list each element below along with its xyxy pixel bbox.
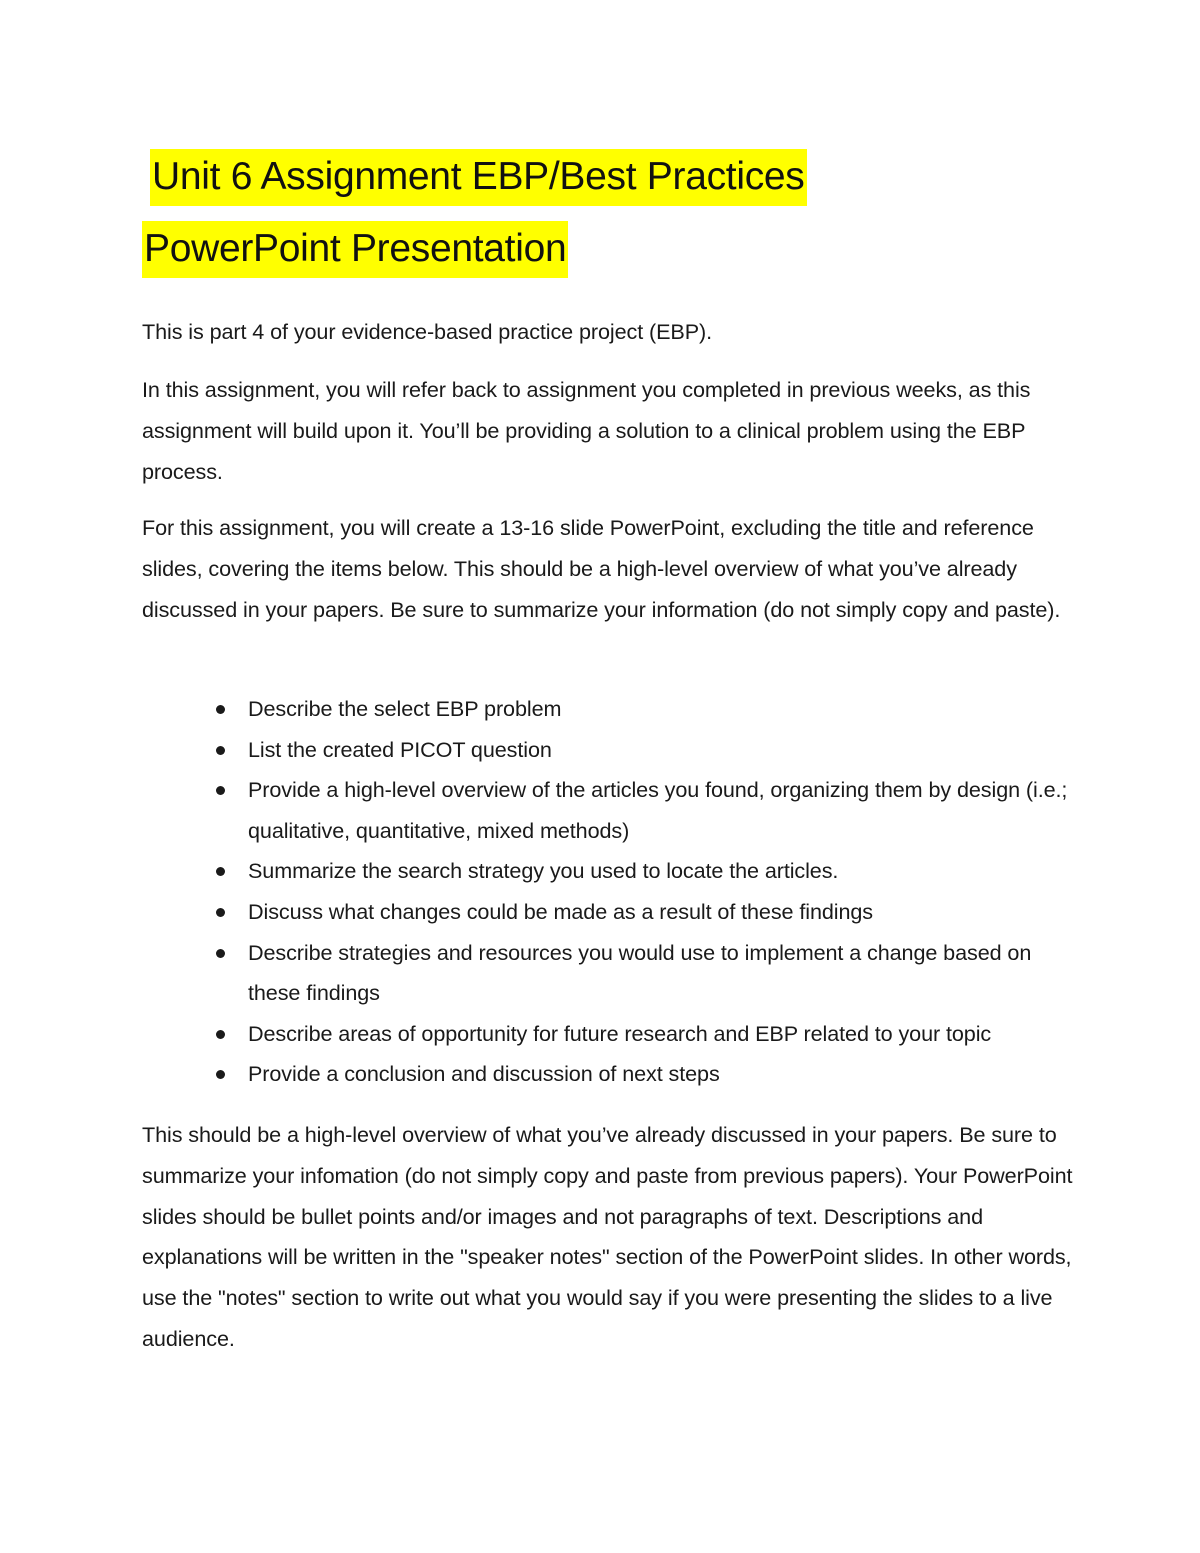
- list-item-text: Describe strategies and resources you would use to implement a change based on these findings: [248, 939, 1032, 1006]
- list-item-text: Discuss what changes could be made as a result of these findings: [248, 898, 873, 924]
- list-item: [248, 851, 1078, 892]
- list-item-text: Provide a conclusion and discussion of next steps: [248, 1061, 720, 1087]
- list-item: [248, 1054, 1078, 1095]
- requirements-list: [248, 689, 1078, 1095]
- bullet-icon: [216, 949, 225, 958]
- instructions-paragraph: For this assignment, you will create a 13-16 slide PowerPoint, excluding the title and reference slides, covering the items below. This should be a high-level overview of what you’ve already discussed in your papers. Be sure to summarize your information (do not simply copy and paste).: [142, 515, 1061, 622]
- title-highlight-1: Unit 6 Assignment EBP/Best Practices: [150, 149, 807, 206]
- bullet-icon: [216, 1030, 225, 1039]
- list-item-text: Describe the select EBP problem: [248, 696, 562, 721]
- list-item: [248, 1014, 1078, 1055]
- list-item-text: Summarize the search strategy you used to locate the articles.: [248, 858, 839, 884]
- bullet-icon: [216, 786, 225, 795]
- list-item-text: Describe areas of opportunity for future research and EBP related to your topic: [248, 1020, 992, 1046]
- bullet-icon: [216, 908, 225, 917]
- list-item: [248, 689, 1078, 730]
- bullet-icon: [216, 1070, 225, 1079]
- list-item-text: Provide a high-level overview of the articles you found, organizing them by design (i.e.; qualitative, quantitative, mixed methods): [248, 777, 1068, 843]
- title-highlight-2: PowerPoint Presentation: [142, 221, 568, 278]
- list-item: [248, 892, 1078, 933]
- list-item: [248, 770, 1078, 851]
- list-item: [248, 933, 1078, 1014]
- intro-paragraph: This is part 4 of your evidence-based practice project (EBP).: [142, 319, 712, 344]
- list-item: [248, 730, 1078, 771]
- document-title-line-2: [142, 229, 568, 268]
- document-title-line-1: [150, 157, 807, 196]
- assignment-context-paragraph: In this assignment, you will refer back to assignment you completed in previous weeks, as this assignment will build upon it. You’ll be providing a solution to a clinical problem using the EBP process.: [142, 377, 1031, 484]
- summary-paragraph: This should be a high-level overview of what you’ve already discussed in your papers. Be sure to summarize your infomation (do not simply copy and paste from previous papers). Your PowerPoint slides should be bullet points and/or images and not paragraphs of text. Descriptions and explanations will be written in the "speaker notes" section of the PowerPoint slides. In other words, use the "notes" section to write out what you would say if you were presenting the slides to a live audience.: [142, 1122, 1073, 1351]
- list-item-text: List the created PICOT question: [248, 736, 552, 762]
- bullet-icon: [216, 705, 225, 714]
- bullet-icon: [216, 746, 225, 755]
- bullet-icon: [216, 867, 225, 876]
